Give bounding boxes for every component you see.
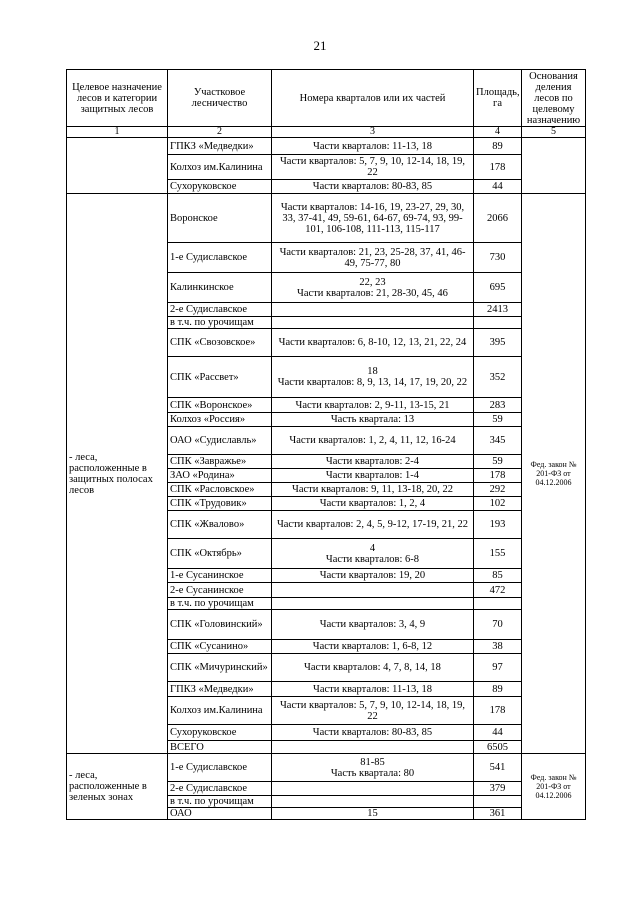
column-number: 1 — [67, 127, 168, 138]
forest-table — [66, 69, 586, 820]
district-cell: Калинкинское — [168, 273, 272, 303]
quarters-cell — [272, 741, 474, 754]
header-category: Целевое назначение лесов и категории защитных лесов — [67, 70, 168, 127]
quarters-line: 4 — [369, 542, 376, 554]
area-cell: 102 — [474, 497, 522, 511]
quarters-cell — [272, 598, 474, 610]
column-number: 4 — [474, 127, 522, 138]
area-cell: 89 — [474, 682, 522, 697]
header-district: Участковое лесничество — [168, 70, 272, 127]
quarters-cell — [272, 725, 474, 741]
quarters-line: Части кварталов: 8, 9, 13, 14, 17, 19, 20, 22 — [277, 377, 468, 388]
quarters-line: Части кварталов: 21, 28-30, 45, 46 — [297, 287, 448, 299]
quarters-line: 81-85 — [360, 756, 385, 768]
quarters-line: Части кварталов: 6, 8-10, 12, 13, 21, 22, 24 — [278, 337, 467, 348]
area-cell: 472 — [474, 583, 522, 598]
quarters-cell — [272, 497, 474, 511]
district-cell: СПК «Расловское» — [168, 483, 272, 497]
quarters-cell — [272, 180, 474, 194]
quarters-line: 22, 23 — [359, 276, 386, 288]
quarters-line: Части кварталов: 4, 7, 8, 14, 18 — [304, 662, 441, 673]
quarters-cell — [272, 569, 474, 583]
quarters-cell — [272, 303, 474, 317]
area-cell: 178 — [474, 697, 522, 725]
quarters-line: Части кварталов: 9, 11, 13-18, 20, 22 — [292, 484, 453, 495]
quarters-cell — [272, 682, 474, 697]
quarters-cell — [272, 194, 474, 243]
quarters-cell — [272, 317, 474, 329]
area-cell: 178 — [474, 155, 522, 180]
district-cell: СПК «Трудовик» — [168, 497, 272, 511]
header-quarters: Номера кварталов или их частей — [272, 70, 474, 127]
district-cell: ОАО — [168, 808, 272, 820]
quarters-line: Части кварталов: 1, 6-8, 12 — [312, 641, 433, 652]
quarters-cell — [272, 640, 474, 654]
quarters-cell — [272, 796, 474, 808]
column-number-row — [67, 127, 586, 138]
quarters-line: 18 — [367, 366, 378, 377]
table-row — [67, 138, 586, 155]
quarters-line: 15 — [367, 808, 378, 819]
district-cell: Воронское — [168, 194, 272, 243]
area-cell: 178 — [474, 469, 522, 483]
quarters-line: Части кварталов: 11-13, 18 — [313, 683, 432, 695]
district-cell: 1-е Судиславское — [168, 754, 272, 782]
quarters-line: Части кварталов: 11-13, 18 — [313, 140, 432, 152]
quarters-cell — [272, 610, 474, 640]
basis-cell — [522, 138, 586, 194]
area-cell: 2413 — [474, 303, 522, 317]
quarters-cell — [272, 273, 474, 303]
area-cell: 85 — [474, 569, 522, 583]
district-cell: ОАО «Судиславль» — [168, 427, 272, 455]
district-cell: СПК «Сусанино» — [168, 640, 272, 654]
table-row — [67, 754, 586, 782]
quarters-line: Части кварталов: 2-4 — [325, 456, 420, 467]
quarters-cell — [272, 357, 474, 398]
district-cell: Колхоз им.Калинина — [168, 697, 272, 725]
basis-cell: Фед. закон № 201-ФЗ от 04.12.2006 — [522, 194, 586, 754]
table-row — [67, 194, 586, 243]
area-cell: 44 — [474, 725, 522, 741]
quarters-cell — [272, 329, 474, 357]
district-cell: Колхоз им.Калинина — [168, 155, 272, 180]
column-number: 3 — [272, 127, 474, 138]
quarters-cell — [272, 654, 474, 682]
category-cell: - леса, расположенные в зеленых зонах — [67, 754, 168, 820]
district-cell: СПК «Жвалово» — [168, 511, 272, 539]
quarters-line: Части кварталов: 80-83, 85 — [312, 181, 433, 192]
area-cell: 379 — [474, 782, 522, 796]
district-cell: ВСЕГО — [168, 741, 272, 754]
quarters-cell — [272, 243, 474, 273]
quarters-line: Часть квартала: 13 — [330, 414, 415, 425]
quarters-line: Части кварталов: 6-8 — [325, 553, 420, 565]
quarters-cell — [272, 413, 474, 427]
district-cell: Сухоруковское — [168, 180, 272, 194]
district-cell: ГПКЗ «Медведки» — [168, 682, 272, 697]
quarters-line: Части кварталов: 19, 20 — [319, 570, 426, 581]
district-cell: 2-е Сусанинское — [168, 583, 272, 598]
area-cell: 730 — [474, 243, 522, 273]
category-cell — [67, 138, 168, 194]
area-cell: 89 — [474, 138, 522, 155]
area-cell: 44 — [474, 180, 522, 194]
quarters-cell — [272, 583, 474, 598]
district-cell: СПК «Воронское» — [168, 398, 272, 413]
quarters-line: Части кварталов: 1, 2, 4 — [319, 498, 426, 509]
quarters-line: Части кварталов: 21, 23, 25-28, 37, 41, 46-49, 75-77, 80 — [279, 246, 466, 269]
quarters-cell — [272, 697, 474, 725]
quarters-line: Части кварталов: 1, 2, 4, 11, 12, 16-24 — [289, 435, 456, 446]
quarters-cell — [272, 398, 474, 413]
area-cell: 361 — [474, 808, 522, 820]
district-cell: в т.ч. по урочищам — [168, 317, 272, 329]
quarters-line: Части кварталов: 2, 9-11, 13-15, 21 — [295, 399, 450, 411]
quarters-cell — [272, 138, 474, 155]
quarters-line: Части кварталов: 80-83, 85 — [312, 727, 433, 738]
category-cell: - леса, расположенные в защитных полосах лесов — [67, 194, 168, 754]
area-cell: 59 — [474, 455, 522, 469]
quarters-cell — [272, 155, 474, 180]
quarters-line: Части кварталов: 2, 4, 5, 9-12, 17-19, 21, 22 — [276, 519, 469, 530]
column-number: 5 — [522, 127, 586, 138]
quarters-line: Части кварталов: 1-4 — [325, 470, 420, 481]
district-cell: СПК «Головинский» — [168, 610, 272, 640]
district-cell: СПК «Свозовское» — [168, 329, 272, 357]
area-cell — [474, 796, 522, 808]
area-cell: 38 — [474, 640, 522, 654]
quarters-cell — [272, 469, 474, 483]
area-cell — [474, 598, 522, 610]
district-cell: СПК «Рассвет» — [168, 357, 272, 398]
area-cell: 70 — [474, 610, 522, 640]
area-cell: 155 — [474, 539, 522, 569]
area-cell: 283 — [474, 398, 522, 413]
quarters-line: Части кварталов: 5, 7, 9, 10, 12-14, 18, 19, 22 — [279, 156, 465, 178]
district-cell: 2-е Судиславское — [168, 303, 272, 317]
basis-cell: Фед. закон № 201-ФЗ от 04.12.2006 — [522, 754, 586, 820]
quarters-cell — [272, 483, 474, 497]
district-cell: 1-е Судиславское — [168, 243, 272, 273]
quarters-line: Часть квартала: 80 — [330, 767, 415, 779]
quarters-cell — [272, 511, 474, 539]
table-body — [67, 138, 586, 820]
area-cell: 541 — [474, 754, 522, 782]
area-cell: 193 — [474, 511, 522, 539]
area-cell: 352 — [474, 357, 522, 398]
quarters-cell — [272, 539, 474, 569]
quarters-line: Части кварталов: 14-16, 19, 23-27, 29, 30, 33, 37-41, 49, 59-61, 64-67, 69-74, 93, 99-101, 106-108, 111-113, 115-117 — [280, 201, 465, 235]
district-cell: 2-е Судиславское — [168, 782, 272, 796]
district-cell: ЗАО «Родина» — [168, 469, 272, 483]
quarters-line: Части кварталов: 3, 4, 9 — [319, 619, 426, 630]
area-cell: 97 — [474, 654, 522, 682]
page-number: 21 — [313, 38, 327, 53]
district-cell: 1-е Сусанинское — [168, 569, 272, 583]
area-cell: 59 — [474, 413, 522, 427]
header-area: Площадь, га — [474, 70, 522, 127]
quarters-cell — [272, 427, 474, 455]
header-basis: Основания деления лесов по целевому назначению — [522, 70, 586, 127]
quarters-line: Части кварталов: 5, 7, 9, 10, 12-14, 18, 19, 22 — [279, 699, 465, 722]
district-cell: ГПКЗ «Медведки» — [168, 138, 272, 155]
area-cell: 292 — [474, 483, 522, 497]
area-cell: 395 — [474, 329, 522, 357]
quarters-cell — [272, 808, 474, 820]
district-cell: СПК «Мичуринский» — [168, 654, 272, 682]
district-cell: СПК «Октябрь» — [168, 539, 272, 569]
area-cell: 695 — [474, 273, 522, 303]
district-cell: Сухоруковское — [168, 725, 272, 741]
district-cell: в т.ч. по урочищам — [168, 598, 272, 610]
district-cell: СПК «Завражье» — [168, 455, 272, 469]
district-cell: Колхоз «Россия» — [168, 413, 272, 427]
quarters-cell — [272, 782, 474, 796]
area-cell: 345 — [474, 427, 522, 455]
header-row — [67, 70, 586, 127]
district-cell: в т.ч. по урочищам — [168, 796, 272, 808]
area-cell — [474, 317, 522, 329]
quarters-cell — [272, 455, 474, 469]
column-number: 2 — [168, 127, 272, 138]
area-cell: 2066 — [474, 194, 522, 243]
quarters-cell — [272, 754, 474, 782]
area-cell: 6505 — [474, 741, 522, 754]
